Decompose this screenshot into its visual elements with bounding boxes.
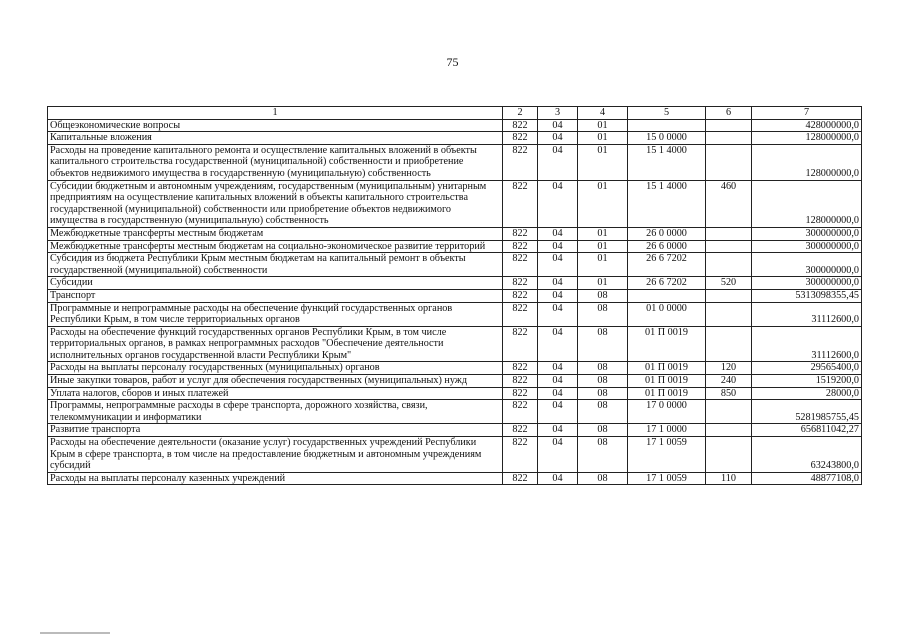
row-name-cell: Общеэкономические вопросы [48, 119, 503, 132]
ministry-code-cell: 822 [503, 437, 538, 473]
amount-cell: 300000000,0 [752, 277, 862, 290]
subsection-code-cell: 01 [578, 240, 628, 253]
row-name-cell: Программные и непрограммные расходы на обеспечение функций государственных органов Республики Крым, в том числе территориальных органов [48, 302, 503, 326]
ministry-code-cell: 822 [503, 302, 538, 326]
row-name-cell: Расходы на обеспечение деятельности (оказание услуг) государственных учреждений Республики Крым в сфере транспорта, в том числе на предоставление бюджетным и автономным учреждениям субсидий [48, 437, 503, 473]
target-code-cell: 26 0 0000 [628, 227, 706, 240]
expense-type-cell [706, 437, 752, 473]
ministry-code-cell: 822 [503, 387, 538, 400]
section-code-cell: 04 [538, 119, 578, 132]
target-code-cell: 01 П 0019 [628, 387, 706, 400]
amount-cell: 28000,0 [752, 387, 862, 400]
target-code-cell [628, 119, 706, 132]
expense-type-cell: 850 [706, 387, 752, 400]
target-code-cell: 01 0 0000 [628, 302, 706, 326]
ministry-code-cell: 822 [503, 362, 538, 375]
section-code-cell: 04 [538, 437, 578, 473]
ministry-code-cell: 822 [503, 119, 538, 132]
subsection-code-cell: 08 [578, 289, 628, 302]
amount-cell: 656811042,27 [752, 424, 862, 437]
target-code-cell: 17 0 0000 [628, 400, 706, 424]
amount-cell: 29565400,0 [752, 362, 862, 375]
target-code-cell: 01 П 0019 [628, 326, 706, 362]
amount-cell: 31112600,0 [752, 302, 862, 326]
row-name-cell: Межбюджетные трансферты местным бюджетам [48, 227, 503, 240]
expense-type-cell [706, 326, 752, 362]
expense-type-cell [706, 289, 752, 302]
expense-type-cell [706, 302, 752, 326]
ministry-code-cell: 822 [503, 253, 538, 277]
subsection-code-cell: 08 [578, 375, 628, 388]
section-code-cell: 04 [538, 144, 578, 180]
row-name-cell: Программы, непрограммные расходы в сфере транспорта, дорожного хозяйства, связи, телекоммуникации и информатики [48, 400, 503, 424]
target-code-cell: 17 1 0000 [628, 424, 706, 437]
subsection-code-cell: 08 [578, 326, 628, 362]
section-code-cell: 04 [538, 240, 578, 253]
table-row [48, 144, 862, 180]
amount-cell: 300000000,0 [752, 253, 862, 277]
table-row [48, 132, 862, 145]
section-code-cell: 04 [538, 289, 578, 302]
ministry-code-cell: 822 [503, 240, 538, 253]
table-header-row [48, 107, 862, 120]
amount-cell: 428000000,0 [752, 119, 862, 132]
row-name-cell: Уплата налогов, сборов и иных платежей [48, 387, 503, 400]
row-name-cell: Расходы на выплаты персоналу государственных (муниципальных) органов [48, 362, 503, 375]
header-cell: 1 [48, 107, 503, 120]
expense-type-cell: 240 [706, 375, 752, 388]
expense-type-cell [706, 253, 752, 277]
ministry-code-cell: 822 [503, 289, 538, 302]
header-cell: 7 [752, 107, 862, 120]
table-row [48, 253, 862, 277]
section-code-cell: 04 [538, 302, 578, 326]
row-name-cell: Расходы на выплаты персоналу казенных учреждений [48, 472, 503, 485]
header-cell: 6 [706, 107, 752, 120]
ministry-code-cell: 822 [503, 472, 538, 485]
table-row [48, 227, 862, 240]
table-row [48, 119, 862, 132]
target-code-cell: 26 6 7202 [628, 277, 706, 290]
subsection-code-cell: 01 [578, 132, 628, 145]
subsection-code-cell: 08 [578, 400, 628, 424]
table-row [48, 387, 862, 400]
expense-type-cell [706, 424, 752, 437]
scan-artifact [40, 632, 110, 634]
expense-type-cell [706, 400, 752, 424]
amount-cell: 5313098355,45 [752, 289, 862, 302]
header-cell: 4 [578, 107, 628, 120]
ministry-code-cell: 822 [503, 144, 538, 180]
amount-cell: 128000000,0 [752, 144, 862, 180]
section-code-cell: 04 [538, 424, 578, 437]
subsection-code-cell: 01 [578, 144, 628, 180]
row-name-cell: Расходы на обеспечение функций государственных органов Республики Крым, в том числе территориальных органов, в рамках непрограммных расходов "Обеспечение деятельности исполнительных органов государственной власти Республики Крым" [48, 326, 503, 362]
subsection-code-cell: 01 [578, 277, 628, 290]
amount-cell: 300000000,0 [752, 227, 862, 240]
table-row [48, 424, 862, 437]
expense-type-cell: 460 [706, 180, 752, 227]
target-code-cell: 01 П 0019 [628, 362, 706, 375]
expense-type-cell [706, 132, 752, 145]
ministry-code-cell: 822 [503, 375, 538, 388]
expense-type-cell: 120 [706, 362, 752, 375]
target-code-cell: 01 П 0019 [628, 375, 706, 388]
ministry-code-cell: 822 [503, 326, 538, 362]
row-name-cell: Субсидии [48, 277, 503, 290]
header-cell: 5 [628, 107, 706, 120]
target-code-cell: 17 1 0059 [628, 472, 706, 485]
amount-cell: 48877108,0 [752, 472, 862, 485]
table-row [48, 362, 862, 375]
table-row [48, 240, 862, 253]
expense-type-cell [706, 144, 752, 180]
amount-cell: 31112600,0 [752, 326, 862, 362]
section-code-cell: 04 [538, 277, 578, 290]
row-name-cell: Субсидии бюджетным и автономным учреждениям, государственным (муниципальным) унитарным предприятиям на осуществление капитальных вложений в объекты капитального строительства государственной (муниципальной) собственности или приобретение объектов недвижимого имущества в государственную (муниципальную) собственность [48, 180, 503, 227]
header-cell: 2 [503, 107, 538, 120]
row-name-cell: Развитие транспорта [48, 424, 503, 437]
target-code-cell: 15 1 4000 [628, 144, 706, 180]
ministry-code-cell: 822 [503, 227, 538, 240]
table-row [48, 289, 862, 302]
ministry-code-cell: 822 [503, 277, 538, 290]
section-code-cell: 04 [538, 326, 578, 362]
section-code-cell: 04 [538, 387, 578, 400]
subsection-code-cell: 01 [578, 119, 628, 132]
target-code-cell: 26 6 0000 [628, 240, 706, 253]
target-code-cell: 17 1 0059 [628, 437, 706, 473]
table-row [48, 375, 862, 388]
section-code-cell: 04 [538, 132, 578, 145]
expense-type-cell: 110 [706, 472, 752, 485]
table-row [48, 277, 862, 290]
table-row [48, 472, 862, 485]
subsection-code-cell: 08 [578, 302, 628, 326]
subsection-code-cell: 08 [578, 387, 628, 400]
row-name-cell: Субсидия из бюджета Республики Крым местным бюджетам на капитальный ремонт в объекты государственной (муниципальной) собственности [48, 253, 503, 277]
amount-cell: 63243800,0 [752, 437, 862, 473]
expense-type-cell [706, 227, 752, 240]
section-code-cell: 04 [538, 400, 578, 424]
ministry-code-cell: 822 [503, 180, 538, 227]
section-code-cell: 04 [538, 362, 578, 375]
ministry-code-cell: 822 [503, 424, 538, 437]
row-name-cell: Капитальные вложения [48, 132, 503, 145]
subsection-code-cell: 01 [578, 253, 628, 277]
section-code-cell: 04 [538, 375, 578, 388]
table-row [48, 326, 862, 362]
target-code-cell: 15 1 4000 [628, 180, 706, 227]
section-code-cell: 04 [538, 227, 578, 240]
row-name-cell: Расходы на проведение капитального ремонта и осуществление капитальных вложений в объекты капитального строительства государственной (муниципальной) собственности и приобретение объектов недвижимого имущества в государственную (муниципальную) собственность [48, 144, 503, 180]
row-name-cell: Межбюджетные трансферты местным бюджетам на социально-экономическое развитие территорий [48, 240, 503, 253]
section-code-cell: 04 [538, 253, 578, 277]
amount-cell: 5281985755,45 [752, 400, 862, 424]
header-cell: 3 [538, 107, 578, 120]
budget-table [47, 106, 862, 485]
subsection-code-cell: 08 [578, 437, 628, 473]
table-row [48, 180, 862, 227]
amount-cell: 128000000,0 [752, 132, 862, 145]
table-row [48, 302, 862, 326]
section-code-cell: 04 [538, 180, 578, 227]
ministry-code-cell: 822 [503, 400, 538, 424]
subsection-code-cell: 01 [578, 180, 628, 227]
amount-cell: 128000000,0 [752, 180, 862, 227]
subsection-code-cell: 08 [578, 424, 628, 437]
target-code-cell: 26 6 7202 [628, 253, 706, 277]
subsection-code-cell: 08 [578, 362, 628, 375]
amount-cell: 300000000,0 [752, 240, 862, 253]
subsection-code-cell: 01 [578, 227, 628, 240]
target-code-cell: 15 0 0000 [628, 132, 706, 145]
amount-cell: 1519200,0 [752, 375, 862, 388]
section-code-cell: 04 [538, 472, 578, 485]
row-name-cell: Иные закупки товаров, работ и услуг для обеспечения государственных (муниципальных) нужд [48, 375, 503, 388]
row-name-cell: Транспорт [48, 289, 503, 302]
target-code-cell [628, 289, 706, 302]
table-row [48, 437, 862, 473]
expense-type-cell [706, 240, 752, 253]
expense-type-cell: 520 [706, 277, 752, 290]
page-number: 75 [446, 55, 459, 69]
expense-type-cell [706, 119, 752, 132]
subsection-code-cell: 08 [578, 472, 628, 485]
ministry-code-cell: 822 [503, 132, 538, 145]
table-row [48, 400, 862, 424]
